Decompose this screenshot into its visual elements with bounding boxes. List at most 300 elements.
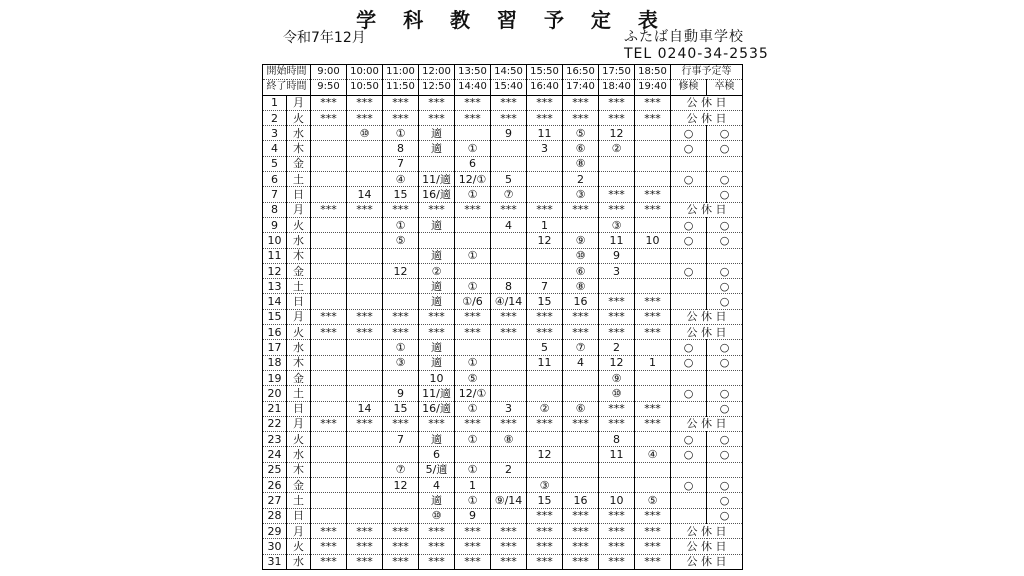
lesson-cell [347, 462, 383, 477]
day-of-week: 水 [287, 554, 311, 569]
lesson-cell: *** [383, 539, 419, 554]
end-time: 12:50 [419, 80, 455, 95]
schedule-row [263, 370, 743, 385]
lesson-cell: *** [383, 309, 419, 324]
lesson-cell: *** [347, 202, 383, 217]
lesson-cell: 7 [383, 156, 419, 171]
day-of-week: 金 [287, 370, 311, 385]
shuken-mark: ○ [671, 233, 707, 248]
lesson-cell: 2 [563, 172, 599, 187]
lesson-cell [527, 263, 563, 278]
lesson-cell: 12 [599, 126, 635, 141]
month-label: 令和7年12月 [283, 30, 366, 46]
day-of-week: 火 [287, 539, 311, 554]
lesson-cell: *** [383, 325, 419, 340]
day-number: 29 [263, 523, 287, 538]
lesson-cell: *** [635, 95, 671, 110]
lesson-cell: *** [599, 508, 635, 523]
day-of-week: 水 [287, 126, 311, 141]
lesson-cell: 16/適 [419, 187, 455, 202]
lesson-cell: ③ [527, 478, 563, 493]
lesson-cell: *** [563, 95, 599, 110]
lesson-cell [383, 294, 419, 309]
lesson-cell: ③ [599, 217, 635, 232]
lesson-cell: 10 [635, 233, 671, 248]
lesson-cell: 適 [419, 248, 455, 263]
lesson-cell: ① [383, 126, 419, 141]
day-number: 18 [263, 355, 287, 370]
lesson-cell: *** [527, 554, 563, 569]
lesson-cell: *** [599, 202, 635, 217]
lesson-cell [347, 340, 383, 355]
lesson-cell [311, 217, 347, 232]
page-title: 学 科 教 習 予 定 表 [356, 8, 668, 32]
lesson-cell: *** [419, 309, 455, 324]
lesson-cell: 7 [527, 279, 563, 294]
schedule-row [263, 462, 743, 477]
lesson-cell: *** [347, 110, 383, 125]
lesson-cell [635, 248, 671, 263]
shuken-mark: ○ [671, 141, 707, 156]
schedule-row [263, 386, 743, 401]
lesson-cell [311, 233, 347, 248]
lesson-cell: *** [311, 309, 347, 324]
day-number: 23 [263, 432, 287, 447]
lesson-cell: ⑦ [491, 187, 527, 202]
lesson-cell: *** [635, 416, 671, 431]
holiday-note: 公 休 日 [671, 539, 743, 554]
start-time: 14:50 [491, 65, 527, 80]
lesson-cell: 16 [563, 493, 599, 508]
lesson-cell: 14 [347, 187, 383, 202]
lesson-cell: 適 [419, 493, 455, 508]
lesson-cell [635, 172, 671, 187]
end-time: 17:40 [563, 80, 599, 95]
lesson-cell [527, 432, 563, 447]
lesson-cell [311, 401, 347, 416]
lesson-cell [527, 187, 563, 202]
lesson-cell [527, 248, 563, 263]
sotsuken-mark: ○ [707, 401, 743, 416]
lesson-cell: *** [563, 110, 599, 125]
shuken-mark [671, 248, 707, 263]
lesson-cell: *** [311, 202, 347, 217]
lesson-cell: *** [311, 523, 347, 538]
lesson-cell: *** [311, 554, 347, 569]
lesson-cell [527, 462, 563, 477]
lesson-cell [563, 386, 599, 401]
lesson-cell [383, 279, 419, 294]
lesson-cell [455, 126, 491, 141]
lesson-cell: 8 [383, 141, 419, 156]
end-time: 9:50 [311, 80, 347, 95]
lesson-cell: 10 [599, 493, 635, 508]
start-time: 11:00 [383, 65, 419, 80]
schedule-row [263, 309, 743, 324]
schedule-row [263, 539, 743, 554]
lesson-cell [311, 370, 347, 385]
lesson-cell [635, 432, 671, 447]
start-time: 15:50 [527, 65, 563, 80]
day-number: 17 [263, 340, 287, 355]
sotsuken-mark: ○ [707, 279, 743, 294]
lesson-cell: *** [419, 95, 455, 110]
day-of-week: 火 [287, 432, 311, 447]
lesson-cell: 15 [383, 187, 419, 202]
lesson-cell [419, 156, 455, 171]
lesson-cell: *** [563, 202, 599, 217]
lesson-cell: 10 [419, 370, 455, 385]
lesson-cell: *** [491, 554, 527, 569]
shuken-mark: ○ [671, 447, 707, 462]
lesson-cell: *** [527, 325, 563, 340]
lesson-cell [563, 217, 599, 232]
lesson-cell: ⑧ [491, 432, 527, 447]
lesson-cell [383, 493, 419, 508]
lesson-cell: 11 [527, 355, 563, 370]
sotsuken-mark: ○ [707, 233, 743, 248]
day-of-week: 水 [287, 233, 311, 248]
lesson-cell: 3 [599, 263, 635, 278]
lesson-cell: 5 [491, 172, 527, 187]
lesson-cell: *** [419, 554, 455, 569]
day-of-week: 日 [287, 294, 311, 309]
lesson-cell [383, 248, 419, 263]
lesson-cell: ⑩ [347, 126, 383, 141]
lesson-cell: *** [347, 325, 383, 340]
schedule-row [263, 447, 743, 462]
lesson-cell: ① [455, 141, 491, 156]
day-of-week: 金 [287, 156, 311, 171]
day-number: 2 [263, 110, 287, 125]
lesson-cell [311, 187, 347, 202]
lesson-cell: 2 [491, 462, 527, 477]
lesson-cell: *** [455, 110, 491, 125]
day-of-week: 月 [287, 95, 311, 110]
lesson-cell: 12/① [455, 172, 491, 187]
lesson-cell: ④/14 [491, 294, 527, 309]
lesson-cell [311, 279, 347, 294]
lesson-cell: 14 [347, 401, 383, 416]
lesson-cell: *** [599, 110, 635, 125]
lesson-cell: *** [455, 202, 491, 217]
holiday-note: 公 休 日 [671, 523, 743, 538]
day-of-week: 金 [287, 478, 311, 493]
day-of-week: 月 [287, 309, 311, 324]
lesson-cell: *** [491, 309, 527, 324]
lesson-cell [347, 248, 383, 263]
lesson-cell [311, 141, 347, 156]
lesson-cell: *** [419, 416, 455, 431]
lesson-cell: *** [311, 110, 347, 125]
lesson-cell: *** [563, 508, 599, 523]
lesson-cell [563, 432, 599, 447]
lesson-cell [311, 508, 347, 523]
lesson-cell: *** [455, 539, 491, 554]
lesson-cell [635, 279, 671, 294]
lesson-cell: 11/適 [419, 172, 455, 187]
day-of-week: 月 [287, 416, 311, 431]
lesson-cell [599, 156, 635, 171]
day-number: 22 [263, 416, 287, 431]
sotsuken-mark: ○ [707, 294, 743, 309]
lesson-cell: *** [383, 95, 419, 110]
lesson-cell [347, 508, 383, 523]
schedule-row [263, 554, 743, 569]
lesson-cell [635, 478, 671, 493]
lesson-cell: *** [635, 110, 671, 125]
lesson-cell [311, 172, 347, 187]
shuken-mark [671, 279, 707, 294]
lesson-cell [347, 493, 383, 508]
sotsuken-mark [707, 248, 743, 263]
schedule-row [263, 172, 743, 187]
schedule-row [263, 187, 743, 202]
lesson-cell: 適 [419, 294, 455, 309]
day-number: 9 [263, 217, 287, 232]
schedule-row [263, 233, 743, 248]
lesson-cell: *** [383, 202, 419, 217]
shuken-mark: ○ [671, 340, 707, 355]
lesson-cell: 9 [491, 126, 527, 141]
schedule-table [262, 64, 743, 570]
lesson-cell: 3 [527, 141, 563, 156]
sotsuken-mark: ○ [707, 263, 743, 278]
school-name: ふたば自動車学校 [624, 29, 744, 45]
end-time: 11:50 [383, 80, 419, 95]
day-number: 26 [263, 478, 287, 493]
lesson-cell: ③ [563, 187, 599, 202]
day-of-week: 火 [287, 217, 311, 232]
lesson-cell [455, 340, 491, 355]
lesson-cell: ④ [383, 172, 419, 187]
day-of-week: 金 [287, 263, 311, 278]
day-of-week: 木 [287, 141, 311, 156]
lesson-cell [419, 233, 455, 248]
lesson-cell: ① [455, 493, 491, 508]
shuken-label: 修検 [671, 80, 707, 95]
schedule-row [263, 401, 743, 416]
lesson-cell: ① [455, 462, 491, 477]
schedule-row [263, 508, 743, 523]
lesson-cell [311, 156, 347, 171]
start-time: 10:00 [347, 65, 383, 80]
lesson-cell: *** [455, 95, 491, 110]
schedule-row [263, 478, 743, 493]
shuken-mark [671, 493, 707, 508]
lesson-cell [491, 386, 527, 401]
lesson-cell: 11/適 [419, 386, 455, 401]
lesson-cell [347, 217, 383, 232]
lesson-cell: 12/① [455, 386, 491, 401]
lesson-cell [599, 462, 635, 477]
lesson-cell [635, 126, 671, 141]
end-time: 10:50 [347, 80, 383, 95]
lesson-cell [347, 294, 383, 309]
schedule-row [263, 202, 743, 217]
end-time: 19:40 [635, 80, 671, 95]
end-time: 14:40 [455, 80, 491, 95]
day-number: 6 [263, 172, 287, 187]
lesson-cell [491, 447, 527, 462]
lesson-cell: ① [455, 432, 491, 447]
sotsuken-mark: ○ [707, 432, 743, 447]
lesson-cell: *** [455, 416, 491, 431]
telephone-number: TEL 0240-34-2535 [624, 46, 769, 62]
lesson-cell: ⑥ [563, 263, 599, 278]
shuken-mark: ○ [671, 478, 707, 493]
lesson-cell: 適 [419, 355, 455, 370]
lesson-cell [635, 386, 671, 401]
lesson-cell: *** [491, 523, 527, 538]
holiday-note: 公 休 日 [671, 325, 743, 340]
lesson-cell: *** [563, 539, 599, 554]
lesson-cell: *** [347, 95, 383, 110]
lesson-cell: ① [455, 401, 491, 416]
lesson-cell [383, 447, 419, 462]
lesson-cell: 1 [527, 217, 563, 232]
holiday-note: 公 休 日 [671, 202, 743, 217]
lesson-cell: 6 [455, 156, 491, 171]
lesson-cell: *** [599, 187, 635, 202]
lesson-cell [347, 355, 383, 370]
lesson-cell: ⑤ [635, 493, 671, 508]
lesson-cell: 2 [599, 340, 635, 355]
lesson-cell: 適 [419, 279, 455, 294]
lesson-cell [635, 217, 671, 232]
lesson-cell: *** [563, 309, 599, 324]
day-number: 15 [263, 309, 287, 324]
lesson-cell: *** [635, 309, 671, 324]
events-label: 行事予定等 [671, 65, 743, 80]
lesson-cell: *** [635, 325, 671, 340]
lesson-cell: *** [383, 110, 419, 125]
lesson-cell: *** [563, 416, 599, 431]
lesson-cell: *** [635, 187, 671, 202]
lesson-cell: *** [599, 416, 635, 431]
start-time: 13:50 [455, 65, 491, 80]
lesson-cell [491, 355, 527, 370]
day-of-week: 水 [287, 447, 311, 462]
sotsuken-mark: ○ [707, 355, 743, 370]
lesson-cell [347, 263, 383, 278]
lesson-cell: ⑥ [563, 401, 599, 416]
lesson-cell [311, 340, 347, 355]
lesson-cell [311, 386, 347, 401]
lesson-cell: ⑤ [455, 370, 491, 385]
lesson-cell: ⑨ [563, 233, 599, 248]
schedule-row [263, 95, 743, 110]
lesson-cell: 12 [527, 447, 563, 462]
schedule-row [263, 340, 743, 355]
sotsuken-mark: ○ [707, 172, 743, 187]
lesson-cell: ⑩ [563, 248, 599, 263]
lesson-cell: *** [491, 325, 527, 340]
lesson-cell: ⑧ [563, 156, 599, 171]
shuken-mark [671, 187, 707, 202]
day-number: 5 [263, 156, 287, 171]
lesson-cell: 8 [491, 279, 527, 294]
lesson-cell: ① [455, 248, 491, 263]
day-number: 7 [263, 187, 287, 202]
lesson-cell [311, 478, 347, 493]
lesson-cell: 11 [599, 447, 635, 462]
sotsuken-mark: ○ [707, 187, 743, 202]
day-number: 30 [263, 539, 287, 554]
lesson-cell [455, 233, 491, 248]
lesson-cell: *** [311, 416, 347, 431]
shuken-mark: ○ [671, 355, 707, 370]
shuken-mark: ○ [671, 386, 707, 401]
lesson-cell: 4 [419, 478, 455, 493]
sotsuken-label: 卒検 [707, 80, 743, 95]
start-time: 18:50 [635, 65, 671, 80]
lesson-cell: *** [599, 554, 635, 569]
schedule-row [263, 126, 743, 141]
day-of-week: 月 [287, 202, 311, 217]
lesson-cell: *** [527, 110, 563, 125]
lesson-cell: *** [635, 523, 671, 538]
lesson-cell: 7 [383, 432, 419, 447]
lesson-cell: 16/適 [419, 401, 455, 416]
lesson-cell [563, 370, 599, 385]
lesson-cell [491, 248, 527, 263]
lesson-cell: 1 [455, 478, 491, 493]
lesson-cell [383, 508, 419, 523]
lesson-cell [347, 370, 383, 385]
lesson-cell: *** [383, 554, 419, 569]
lesson-cell: *** [419, 523, 455, 538]
shuken-mark: ○ [671, 172, 707, 187]
schedule-row [263, 523, 743, 538]
lesson-cell: *** [563, 554, 599, 569]
day-number: 13 [263, 279, 287, 294]
day-number: 1 [263, 95, 287, 110]
lesson-cell [311, 263, 347, 278]
start-time-label: 開始時間 [263, 65, 311, 80]
lesson-cell [599, 172, 635, 187]
lesson-cell: *** [455, 325, 491, 340]
shuken-mark [671, 370, 707, 385]
lesson-cell: ③ [383, 355, 419, 370]
end-time: 18:40 [599, 80, 635, 95]
lesson-cell: *** [347, 523, 383, 538]
lesson-cell [311, 294, 347, 309]
schedule-row [263, 156, 743, 171]
sotsuken-mark [707, 370, 743, 385]
lesson-cell: 4 [491, 217, 527, 232]
lesson-cell [347, 279, 383, 294]
lesson-cell [635, 370, 671, 385]
day-number: 19 [263, 370, 287, 385]
lesson-cell: 3 [491, 401, 527, 416]
lesson-cell: *** [635, 554, 671, 569]
lesson-cell [563, 478, 599, 493]
lesson-cell: *** [635, 539, 671, 554]
lesson-cell [311, 126, 347, 141]
lesson-cell: ① [455, 279, 491, 294]
lesson-cell: ⑩ [419, 508, 455, 523]
lesson-cell: *** [599, 325, 635, 340]
lesson-cell [347, 447, 383, 462]
day-number: 20 [263, 386, 287, 401]
day-number: 14 [263, 294, 287, 309]
lesson-cell: ⑦ [383, 462, 419, 477]
lesson-cell: *** [599, 95, 635, 110]
sotsuken-mark: ○ [707, 493, 743, 508]
day-number: 25 [263, 462, 287, 477]
day-number: 4 [263, 141, 287, 156]
